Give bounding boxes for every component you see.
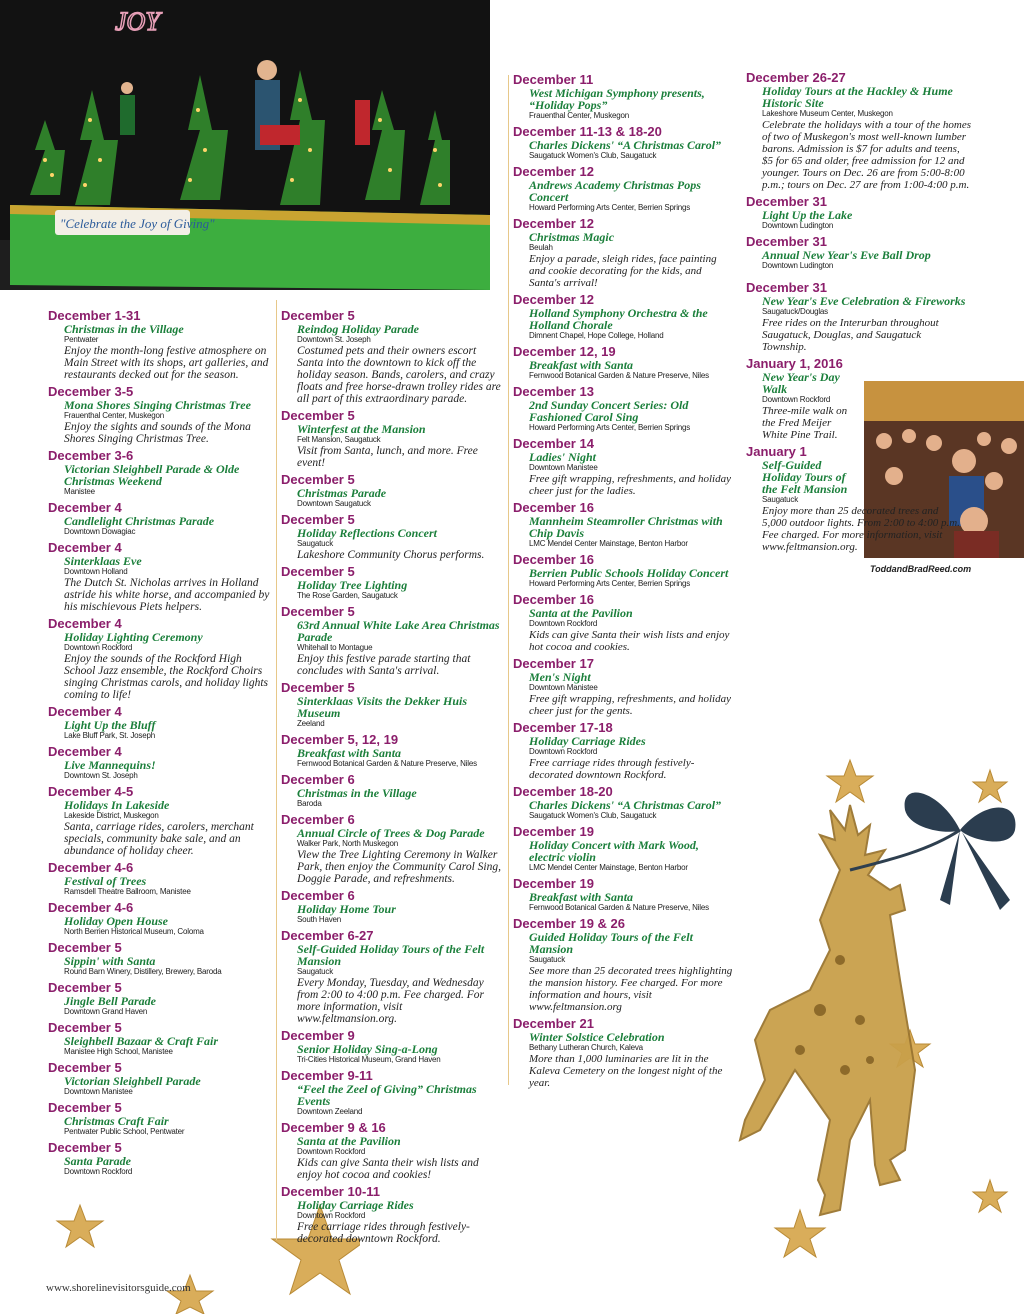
column-divider-2 <box>508 75 509 1085</box>
event-item <box>513 553 735 589</box>
events-column-3 <box>513 73 735 1093</box>
event-date: December 11-13 & 18-20 <box>513 124 662 139</box>
event-date: December 6 <box>281 888 355 903</box>
event-title: Annual New Year's Eve Ball Drop <box>762 248 931 262</box>
event-item <box>281 565 501 601</box>
event-location: Fernwood Botanical Garden & Nature Preserve, Niles <box>529 903 709 912</box>
event-location: Saugatuck <box>297 539 334 548</box>
event-location: Pentwater <box>64 335 99 344</box>
event-location: LMC Mendel Center Mainstage, Benton Harbor <box>529 863 688 872</box>
event-date: December 16 <box>513 552 594 567</box>
event-item <box>281 309 501 405</box>
event-location: Fernwood Botanical Garden & Nature Preserve, Niles <box>529 371 709 380</box>
event-location: Downtown Rockford <box>64 643 133 652</box>
event-title: Holiday Tree Lighting <box>297 578 408 592</box>
event-title: New Year's Eve Celebration & Fireworks <box>762 294 966 308</box>
event-title: Self-Guided Holiday Tours of the Felt Mansion <box>762 458 848 496</box>
event-description: Kids can give Santa their wish lists and enjoy hot cocoa and cookies. <box>529 629 730 653</box>
event-item <box>513 877 735 913</box>
event-title: Berrien Public Schools Holiday Concert <box>529 566 729 580</box>
event-item <box>281 1069 501 1117</box>
event-location: Saugatuck <box>762 495 799 504</box>
event-item <box>513 917 735 1013</box>
event-date: December 21 <box>513 1016 594 1031</box>
parade-float-illustration <box>0 0 490 290</box>
event-title: Holiday Concert with Mark Wood, electric violin <box>529 838 699 864</box>
footer-website-url: www.shorelinevisitorsguide.com <box>46 1282 191 1294</box>
event-location: Dimnent Chapel, Hope College, Holland <box>529 331 664 340</box>
event-location: Lakeshore Museum Center, Muskegon <box>762 109 893 118</box>
event-location: Pentwater Public School, Pentwater <box>64 1127 185 1136</box>
event-location: Downtown Dowagiac <box>64 527 136 536</box>
event-date: December 6-27 <box>281 928 374 943</box>
event-description: Free rides on the Interurban throughout Saugatuck, Douglas, and Saugatuck Township. <box>762 317 939 353</box>
event-date: December 11 <box>513 72 594 87</box>
event-title: 63rd Annual White Lake Area Christmas Parade <box>297 618 500 644</box>
event-location: Downtown Saugatuck <box>297 499 371 508</box>
event-date: January 1 <box>746 444 807 459</box>
event-date: December 1-31 <box>48 308 141 323</box>
event-location: Lake Bluff Park, St. Joseph <box>64 731 155 740</box>
event-location: Baroda <box>297 799 322 808</box>
event-description: Enjoy a parade, sleigh rides, face painting and cookie decorating for the kids, and Santa's arrival! <box>529 253 717 289</box>
event-item <box>513 657 735 717</box>
event-title: Light Up the Bluff <box>64 718 156 732</box>
event-item <box>281 1029 501 1065</box>
event-title: Sinterklaas Eve <box>64 554 142 568</box>
event-location: Zeeland <box>297 719 325 728</box>
event-title: Santa Parade <box>64 1154 132 1168</box>
event-title: Light Up the Lake <box>762 208 853 222</box>
event-location: Bethany Lutheran Church, Kaleva <box>529 1043 643 1052</box>
joy-sign-text: JOY <box>115 7 160 36</box>
event-item <box>48 745 270 781</box>
event-location: The Rose Garden, Saugatuck <box>297 591 398 600</box>
event-location: Downtown Grand Haven <box>64 1007 148 1016</box>
event-location: South Haven <box>297 915 342 924</box>
event-description: Free carriage rides through festively-decorated downtown Rockford. <box>297 1221 470 1245</box>
event-item <box>746 195 972 231</box>
event-description: Costumed pets and their owners escort Santa into the downtown to kick off the holiday season. Bands, carolers, and crazy floats and free horse-drawn trolley rides are all part of this extraordinary parade. <box>297 345 501 405</box>
event-date: December 4 <box>48 500 122 515</box>
event-location: Saugatuck/Douglas <box>762 307 828 316</box>
event-date: December 31 <box>746 234 827 249</box>
event-item <box>513 345 735 381</box>
event-location: Howard Performing Arts Center, Berrien Springs <box>529 579 691 588</box>
event-date: January 1, 2016 <box>746 356 843 371</box>
event-description: Enjoy the month-long festive atmosphere on Main Street with its shops, art galleries, and restaurants decked out for the season. <box>64 345 269 381</box>
event-item <box>513 125 735 161</box>
event-date: December 5 <box>281 472 355 487</box>
event-date: December 4 <box>48 744 122 759</box>
event-title: Christmas Magic <box>529 230 615 244</box>
event-date: December 5, 12, 19 <box>281 732 399 747</box>
event-location: Round Barn Winery, Distillery, Brewery, Baroda <box>64 967 222 976</box>
event-date: December 9 & 16 <box>281 1120 386 1135</box>
event-item <box>281 513 501 561</box>
event-location: Downtown Holland <box>64 567 128 576</box>
event-title: Winterfest at the Mansion <box>297 422 426 436</box>
event-description: Free gift wrapping, refreshments, and holiday cheer just for the ladies. <box>529 473 731 497</box>
event-title: Holiday Home Tour <box>297 902 396 916</box>
event-date: December 31 <box>746 280 827 295</box>
event-item <box>48 705 270 741</box>
event-title: “Feel the Zeel of Giving” Christmas Events <box>297 1082 477 1108</box>
event-date: December 19 & 26 <box>513 916 626 931</box>
event-location: Saugatuck <box>297 967 334 976</box>
event-title: Holiday Lighting Ceremony <box>64 630 203 644</box>
event-location: Downtown Zeeland <box>297 1107 363 1116</box>
event-item <box>281 773 501 809</box>
event-title: Holiday Carriage Rides <box>297 1198 414 1212</box>
event-description: Visit from Santa, lunch, and more. Free event! <box>297 445 478 469</box>
event-location: Downtown St. Joseph <box>297 335 371 344</box>
event-title: Santa at the Pavilion <box>297 1134 401 1148</box>
event-item <box>281 889 501 925</box>
event-item <box>48 1021 270 1057</box>
event-title: Mona Shores Singing Christmas Tree <box>64 398 251 412</box>
event-location: Manistee High School, Manistee <box>64 1047 173 1056</box>
event-title: Candlelight Christmas Parade <box>64 514 215 528</box>
event-date: December 5 <box>48 1100 122 1115</box>
event-item <box>48 501 270 537</box>
event-date: December 19 <box>513 824 594 839</box>
event-item <box>513 73 735 121</box>
event-title: Sleighbell Bazaar & Craft Fair <box>64 1034 219 1048</box>
event-item <box>746 235 972 271</box>
event-item <box>48 309 270 381</box>
event-item <box>48 1101 270 1137</box>
event-item <box>513 385 735 433</box>
event-date: December 4-5 <box>48 784 134 799</box>
event-item <box>48 981 270 1017</box>
event-location: Downtown Rockford <box>297 1211 366 1220</box>
event-date: December 17 <box>513 656 594 671</box>
event-title: Holiday Reflections Concert <box>297 526 437 540</box>
event-item <box>513 437 735 497</box>
event-item <box>513 825 735 873</box>
event-date: December 17-18 <box>513 720 613 735</box>
event-date: December 5 <box>281 564 355 579</box>
event-item <box>281 605 501 677</box>
event-item <box>281 813 501 885</box>
event-title: Annual Circle of Trees & Dog Parade <box>297 826 485 840</box>
event-title: West Michigan Symphony presents, “Holiday Pops” <box>529 86 705 112</box>
event-item <box>513 293 735 341</box>
event-item <box>513 1017 735 1089</box>
event-date: December 6 <box>281 772 355 787</box>
event-title: Holiday Open House <box>64 914 168 928</box>
event-item <box>281 473 501 509</box>
column-divider-1 <box>276 300 277 1240</box>
event-date: December 5 <box>281 512 355 527</box>
event-location: Downtown Manistee <box>529 683 598 692</box>
reindeer-ornament-illustration <box>700 740 1024 1314</box>
event-location: Downtown St. Joseph <box>64 771 138 780</box>
event-date: December 16 <box>513 592 594 607</box>
float-banner-text: "Celebrate the Joy of Giving" <box>60 216 215 231</box>
event-description: See more than 25 decorated trees highlighting the mansion history. Fee charged. For more information and hours, visit www.feltmansion.org <box>529 965 733 1013</box>
event-location: Tri-Cities Historical Museum, Grand Haven <box>297 1055 441 1064</box>
event-location: Downtown Rockford <box>297 1147 366 1156</box>
event-date: December 5 <box>48 1140 122 1155</box>
event-item <box>48 785 270 857</box>
event-location: Manistee <box>64 487 95 496</box>
event-date: December 4-6 <box>48 900 134 915</box>
event-item <box>48 385 270 445</box>
event-location: Saugatuck Women's Club, Saugatuck <box>529 811 657 820</box>
event-date: December 16 <box>513 500 594 515</box>
event-item <box>513 165 735 213</box>
event-date: December 3-5 <box>48 384 134 399</box>
event-title: Winter Solstice Celebration <box>529 1030 665 1044</box>
event-date: December 5 <box>48 980 122 995</box>
event-date: December 4 <box>48 616 122 631</box>
event-item <box>281 681 501 729</box>
event-date: December 9 <box>281 1028 355 1043</box>
event-date: December 12, 19 <box>513 344 616 359</box>
event-date: December 18-20 <box>513 784 613 799</box>
event-date: December 5 <box>48 940 122 955</box>
event-item <box>48 901 270 937</box>
event-item <box>281 409 501 469</box>
event-description: Enjoy the sounds of the Rockford High School Jazz ensemble, the Rockford Choirs singing Christmas carols, and holiday lights coming to life! <box>64 653 269 701</box>
event-item <box>48 941 270 977</box>
event-location: Downtown Ludington <box>762 261 834 270</box>
event-location: Downtown Ludington <box>762 221 834 230</box>
event-title: Victorian Sleighbell Parade & Olde Christmas Weekend <box>64 462 240 488</box>
event-item <box>746 357 856 441</box>
event-item <box>281 1121 501 1181</box>
event-title: Holland Symphony Orchestra & the Holland Chorale <box>529 306 708 332</box>
event-location: Lakeside District, Muskegon <box>64 811 159 820</box>
event-description: Lakeshore Community Chorus performs. <box>297 549 485 561</box>
event-location: Downtown Rockford <box>64 1167 133 1176</box>
event-title: Breakfast with Santa <box>297 746 402 760</box>
event-item <box>48 1141 270 1177</box>
event-title: Christmas in the Village <box>297 786 417 800</box>
event-description: Free gift wrapping, refreshments, and holiday cheer just for the gents. <box>529 693 731 717</box>
event-description: Enjoy more than 25 decorated trees and 5,000 outdoor lights. From 2:00 to 4:00 p.m. Fee charged. For more information, visit www.feltmansion.org. <box>762 505 960 553</box>
event-description: More than 1,000 luminaries are lit in the Kaleva Cemetery on the longest night of the year. <box>529 1053 723 1089</box>
event-item <box>513 501 735 549</box>
event-title: 2nd Sunday Concert Series: Old Fashioned Carol Sing <box>529 398 689 424</box>
event-location: Felt Mansion, Saugatuck <box>297 435 381 444</box>
event-title: Breakfast with Santa <box>529 890 634 904</box>
event-date: December 12 <box>513 292 594 307</box>
event-title: Victorian Sleighbell Parade <box>64 1074 201 1088</box>
event-item <box>281 1185 501 1245</box>
event-date: December 3-6 <box>48 448 134 463</box>
event-location: Downtown Rockford <box>529 747 598 756</box>
event-location: Ramsdell Theatre Ballroom, Manistee <box>64 887 191 896</box>
event-description: Enjoy this festive parade starting that concludes with Santa's arrival. <box>297 653 471 677</box>
event-title: Christmas in the Village <box>64 322 184 336</box>
photo-credit: ToddandBradReed.com <box>870 564 972 574</box>
events-column-2 <box>281 309 501 1249</box>
event-date: December 26-27 <box>746 70 846 85</box>
event-location: Howard Performing Arts Center, Berrien Springs <box>529 203 691 212</box>
event-item <box>48 861 270 897</box>
event-title: Holidays In Lakeside <box>64 798 170 812</box>
event-description: View the Tree Lighting Ceremony in Walker Park, then enjoy the Community Carol Sing, Doggie Parade, and refreshments. <box>297 849 501 885</box>
event-date: December 4 <box>48 704 122 719</box>
event-date: December 12 <box>513 216 594 231</box>
event-date: December 10-11 <box>281 1184 381 1199</box>
event-description: Every Monday, Tuesday, and Wednesday from 2:00 to 4:00 p.m. Fee charged. For more information, visit www.feltmansion.org. <box>297 977 484 1025</box>
event-title: Guided Holiday Tours of the Felt Mansion <box>529 930 693 956</box>
event-item <box>48 541 270 613</box>
event-location: Fernwood Botanical Garden & Nature Preserve, Niles <box>297 759 477 768</box>
event-location: Frauenthal Center, Muskegon <box>64 411 164 420</box>
event-title: Men's Night <box>529 670 591 684</box>
event-title: Holiday Tours at the Hackley & Hume Historic Site <box>762 84 953 110</box>
event-date: December 12 <box>513 164 594 179</box>
event-location: Beulah <box>529 243 553 252</box>
event-date: December 5 <box>281 604 355 619</box>
event-date: December 14 <box>513 436 594 451</box>
event-title: Andrews Academy Christmas Pops Concert <box>529 178 701 204</box>
event-item <box>281 733 501 769</box>
event-item <box>746 281 972 353</box>
event-title: Jingle Bell Parade <box>64 994 156 1008</box>
event-description: The Dutch St. Nicholas arrives in Holland astride his white horse, and accompanied by his mischievous Piets helpers. <box>64 577 270 613</box>
event-title: Reindog Holiday Parade <box>297 322 419 336</box>
event-item <box>513 721 735 781</box>
event-location: Saugatuck Women's Club, Saugatuck <box>529 151 657 160</box>
event-date: December 5 <box>48 1060 122 1075</box>
event-title: Sippin' with Santa <box>64 954 156 968</box>
event-item <box>513 593 735 653</box>
event-date: December 5 <box>281 308 355 323</box>
event-title: Breakfast with Santa <box>529 358 634 372</box>
event-description: Kids can give Santa their wish lists and enjoy hot cocoa and cookies! <box>297 1157 479 1181</box>
event-title: Christmas Parade <box>297 486 387 500</box>
parade-float-photo <box>0 0 490 290</box>
event-title: Festival of Trees <box>64 874 147 888</box>
event-item <box>48 449 270 497</box>
event-item <box>48 1061 270 1097</box>
event-title: Self-Guided Holiday Tours of the Felt Mansion <box>297 942 485 968</box>
event-location: North Berrien Historical Museum, Coloma <box>64 927 204 936</box>
event-title: Senior Holiday Sing-a-Long <box>297 1042 438 1056</box>
event-location: LMC Mendel Center Mainstage, Benton Harbor <box>529 539 688 548</box>
event-date: December 13 <box>513 384 594 399</box>
event-item <box>746 71 972 191</box>
event-item <box>746 445 972 553</box>
event-title: Mannheim Steamroller Christmas with Chip Davis <box>529 514 723 540</box>
event-item <box>48 617 270 701</box>
event-date: December 4 <box>48 540 122 555</box>
event-date: December 6 <box>281 812 355 827</box>
event-title: Charles Dickens' “A Christmas Carol” <box>529 798 722 812</box>
event-title: Holiday Carriage Rides <box>529 734 646 748</box>
event-title: Santa at the Pavilion <box>529 606 633 620</box>
events-column-4 <box>746 71 972 557</box>
event-location: Saugatuck <box>529 955 566 964</box>
event-description: Enjoy the sights and sounds of the Mona Shores Singing Christmas Tree. <box>64 421 251 445</box>
event-description: Celebrate the holidays with a tour of the homes of two of Muskegon's most well-known lumber barons. Admission is $7 for adults and teens, $5 for 65 and older, free admission for 12 and younger. Tours on Dec. 26 are from 5:00-8:00 p.m.; tours on Dec. 27 are from 1:00-4:00 p.m. <box>762 119 971 191</box>
event-location: Frauenthal Center, Muskegon <box>529 111 629 120</box>
event-location: Downtown Manistee <box>64 1087 133 1096</box>
event-date: December 31 <box>746 194 827 209</box>
event-description: Santa, carriage rides, carolers, merchant specials, community bake sale, and an abundance of holiday cheer. <box>64 821 254 857</box>
event-location: Downtown Rockford <box>762 395 831 404</box>
event-title: New Year's Day Walk <box>762 370 840 396</box>
event-location: Downtown Rockford <box>529 619 598 628</box>
event-title: Christmas Craft Fair <box>64 1114 169 1128</box>
events-column-1 <box>48 309 270 1181</box>
event-date: December 5 <box>48 1020 122 1035</box>
event-date: December 4-6 <box>48 860 134 875</box>
event-location: Walker Park, North Muskegon <box>297 839 399 848</box>
event-item <box>513 217 735 289</box>
event-location: Downtown Manistee <box>529 463 598 472</box>
event-date: December 9-11 <box>281 1068 373 1083</box>
event-date: December 5 <box>281 680 355 695</box>
event-title: Ladies' Night <box>529 450 597 464</box>
event-description: Free carriage rides through festively-decorated downtown Rockford. <box>529 757 695 781</box>
event-date: December 5 <box>281 408 355 423</box>
event-description: Three-mile walk on the Fred Meijer White Pine Trail. <box>762 405 848 441</box>
event-title: Live Mannequins! <box>64 758 156 772</box>
event-location: Howard Performing Arts Center, Berrien Springs <box>529 423 691 432</box>
event-item <box>513 785 735 821</box>
event-date: December 19 <box>513 876 594 891</box>
event-title: Charles Dickens' “A Christmas Carol” <box>529 138 722 152</box>
event-title: Sinterklaas Visits the Dekker Huis Museum <box>297 694 468 720</box>
event-item <box>281 929 501 1025</box>
event-location: Whitehall to Montague <box>297 643 373 652</box>
